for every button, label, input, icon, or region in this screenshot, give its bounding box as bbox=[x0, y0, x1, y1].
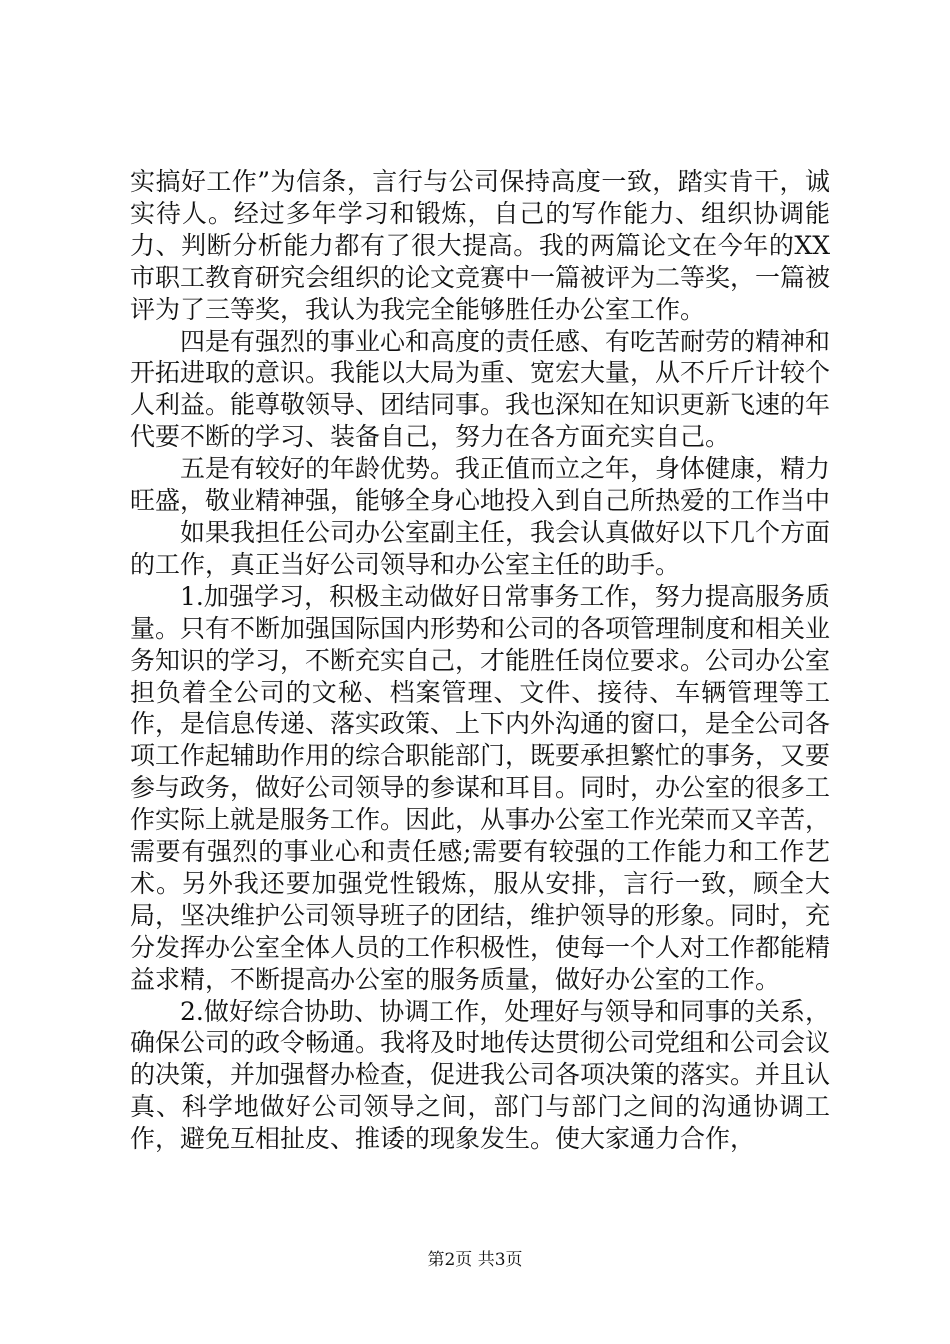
paragraph-6: 2.做好综合协助、协调工作，处理好与领导和同事的关系，确保公司的政令畅通。我将及时地传达贯彻公司党组和公司会议的决策，并加强督办检查，促进我公司各项决策的落实。并且认真、科学地做好公司领导之间，部门与部门之间的沟通协调工作，避免互相扯皮、推诿的现象发生。使大家通力合作， bbox=[130, 996, 831, 1154]
paragraph-2: 四是有强烈的事业心和高度的责任感、有吃苦耐劳的精神和开拓进取的意识。我能以大局为重、宽宏大量，从不斤斤计较个人利益。能尊敬领导、团结同事。我也深知在知识更新飞速的年代要不断的学习、装备自己，努力在各方面充实自己。 bbox=[130, 326, 831, 452]
paragraph-4: 如果我担任公司办公室副主任，我会认真做好以下几个方面的工作，真正当好公司领导和办公室主任的助手。 bbox=[130, 517, 831, 579]
paragraph-3: 五是有较好的年龄优势。我正值而立之年，身体健康，精力旺盛，敬业精神强，能够全身心地投入到自己所热爱的工作当中 bbox=[130, 454, 831, 516]
page-footer: 第2页 共3页 bbox=[427, 1250, 523, 1270]
document-body bbox=[130, 166, 830, 1155]
paragraph-1: 实搞好工作”为信条，言行与公司保持高度一致，踏实肯干，诚实待人。经过多年学习和锻炼，自己的写作能力、组织协调能力、判断分析能力都有了很大提高。我的两篇论文在今年的XX市职工教育研究会组织的论文竞赛中一篇被评为二等奖，一篇被评为了三等奖，我认为我完全能够胜任办公室工作。 bbox=[130, 167, 831, 324]
paragraph-5: 1.加强学习，积极主动做好日常事务工作，努力提高服务质量。只有不断加强国际国内形势和公司的各项管理制度和相关业务知识的学习，不断充实自己，才能胜任岗位要求。公司办公室担负着全公司的文秘、档案管理、文件、接待、车辆管理等工作，是信息传递、落实政策、上下内外沟通的窗口，是全公司各项工作起辅助作用的综合职能部门，既要承担繁忙的事务，又要参与政务，做好公司领导的参谋和耳目。同时，办公室的很多工作实际上就是服务工作。因此，从事办公室工作光荣而又辛苦，需要有强烈的事业心和责任感;需要有较强的工作能力和工作艺术。另外我还要加强党性锻炼，服从安排，言行一致，顾全大局，坚决维护公司领导班子的团结，维护领导的形象。同时，充分发挥办公室全体人员的工作积极性，使每一个人对工作都能精益求精，不断提高办公室的服务质量，做好办公室的工作。 bbox=[130, 581, 831, 994]
